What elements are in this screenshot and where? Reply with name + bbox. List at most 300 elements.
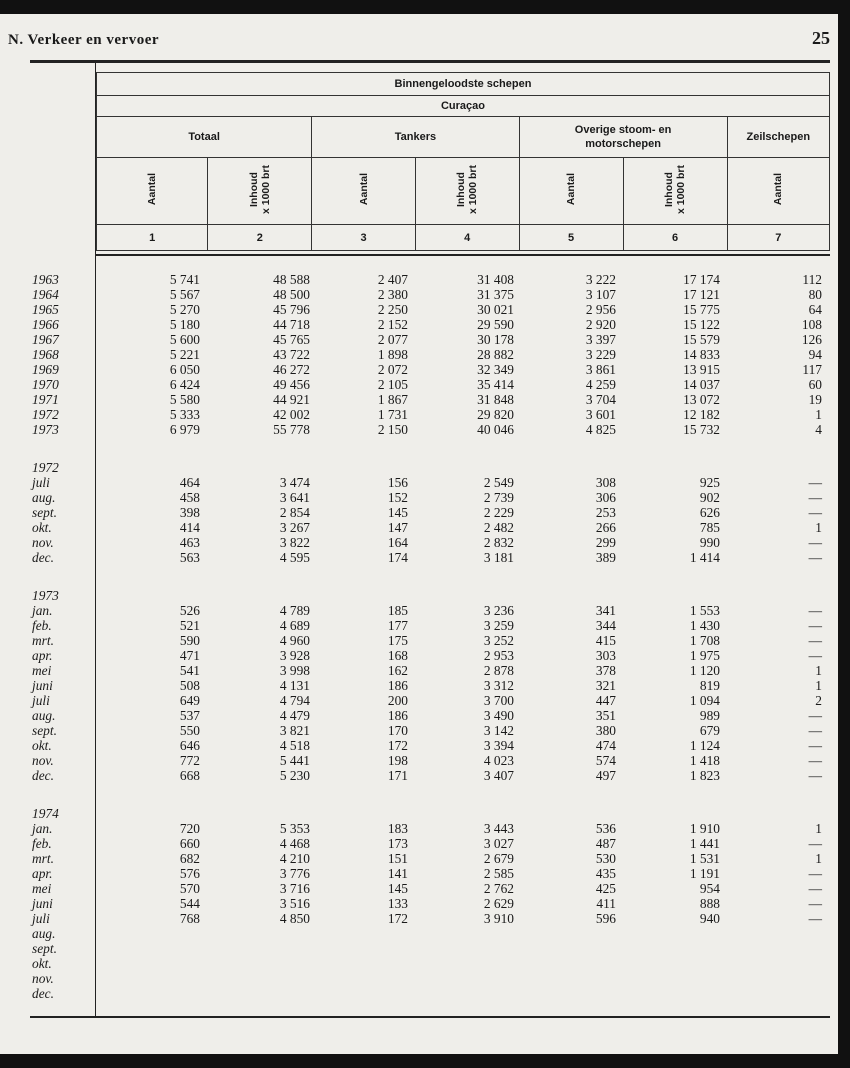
cell-value: 48 500 (273, 287, 310, 302)
cell-value: 15 775 (683, 302, 720, 317)
cell-value: 463 (179, 535, 200, 550)
cell-value: 29 590 (477, 317, 514, 332)
row-label: jan. (32, 821, 53, 836)
row-label: juli (32, 475, 50, 490)
cell-value: 3 822 (279, 535, 310, 550)
cell-value: 2 (815, 693, 822, 708)
cell-value: 5 741 (169, 272, 200, 287)
cell-value: 49 456 (273, 377, 310, 392)
cell-value: 2 105 (377, 377, 408, 392)
cell-value: 299 (595, 535, 616, 550)
cell-value: 626 (699, 505, 720, 520)
table-row (0, 881, 838, 896)
table-row (0, 332, 838, 347)
cell-value: 13 915 (683, 362, 720, 377)
cell-value: 2 920 (585, 317, 616, 332)
table-body (0, 272, 838, 1024)
page-number: 25 (812, 28, 830, 48)
table-row (0, 317, 838, 332)
cell-value: 4 825 (585, 422, 616, 437)
cell-value: 925 (699, 475, 720, 490)
cell-value: 147 (387, 520, 408, 535)
cell-value: 1 731 (377, 407, 408, 422)
sub-header-3: Aantal (357, 173, 370, 206)
row-label: 1967 (32, 332, 59, 347)
cell-value: 3 443 (483, 821, 514, 836)
table-row (0, 708, 838, 723)
bottom-rule (30, 1016, 830, 1018)
cell-value: 126 (801, 332, 822, 347)
cell-value: 4 850 (279, 911, 310, 926)
cell-value: 1 553 (689, 603, 720, 618)
cell-value: 35 414 (477, 377, 514, 392)
cell-value: 175 (387, 633, 408, 648)
cell-value: 1 441 (689, 836, 720, 851)
cell-value: 1 (815, 407, 822, 422)
cell-value: 2 854 (279, 505, 310, 520)
cell-value: — (808, 550, 822, 565)
cell-value: 341 (595, 603, 616, 618)
cell-value: 2 832 (483, 535, 514, 550)
cell-value: 172 (387, 738, 408, 753)
row-label: juli (32, 911, 50, 926)
cell-value: 44 718 (273, 317, 310, 332)
cell-value: 530 (595, 851, 616, 866)
cell-value: 5 230 (279, 768, 310, 783)
cell-value: 2 629 (483, 896, 514, 911)
table-row (0, 971, 838, 986)
cell-value: — (808, 723, 822, 738)
cell-value: 3 601 (585, 407, 616, 422)
cell-value: 2 229 (483, 505, 514, 520)
cell-value: 3 259 (483, 618, 514, 633)
cell-value: 1 (815, 851, 822, 866)
cell-value: 4 595 (279, 550, 310, 565)
cell-value: 497 (595, 768, 616, 783)
row-label: juni (32, 896, 53, 911)
table-row (0, 926, 838, 941)
row-label: mei (32, 881, 52, 896)
table-row (0, 693, 838, 708)
cell-value: 28 882 (477, 347, 514, 362)
cell-value: 183 (387, 821, 408, 836)
table-row (0, 475, 838, 490)
cell-value: 31 375 (477, 287, 514, 302)
table-row (0, 678, 838, 693)
cell-value: 185 (387, 603, 408, 618)
cell-value: 3 776 (279, 866, 310, 881)
header-group-zeilschepen: Zeilschepen (727, 117, 829, 158)
table-row (0, 347, 838, 362)
cell-value: 173 (387, 836, 408, 851)
cell-value: 2 762 (483, 881, 514, 896)
cell-value: 1 124 (689, 738, 720, 753)
cell-value: 425 (595, 881, 616, 896)
cell-value: 17 174 (683, 272, 720, 287)
cell-value: 4 (815, 422, 822, 437)
header-group-overige: Overige stoom- en motorschepen (519, 117, 727, 158)
table-row (0, 618, 838, 633)
sub-header-5: Aantal (565, 173, 578, 206)
table-row (0, 362, 838, 377)
cell-value: 3 910 (483, 911, 514, 926)
table-row (0, 753, 838, 768)
cell-value: 12 182 (683, 407, 720, 422)
table-row (0, 941, 838, 956)
cell-value: — (808, 535, 822, 550)
cell-value: 5 333 (169, 407, 200, 422)
row-label: 1973 (32, 422, 59, 437)
cell-value: 5 580 (169, 392, 200, 407)
cell-value: 1 418 (689, 753, 720, 768)
cell-value: 43 722 (273, 347, 310, 362)
row-label: sept. (32, 941, 57, 956)
cell-value: 94 (808, 347, 822, 362)
cell-value: 954 (699, 881, 720, 896)
cell-value: — (808, 648, 822, 663)
cell-value: 902 (699, 490, 720, 505)
cell-value: 112 (802, 272, 822, 287)
cell-value: 308 (595, 475, 616, 490)
cell-value: 108 (801, 317, 822, 332)
cell-value: 2 150 (377, 422, 408, 437)
cell-value: 2 585 (483, 866, 514, 881)
cell-value: 3 821 (279, 723, 310, 738)
row-label: 1966 (32, 317, 59, 332)
cell-value: — (808, 603, 822, 618)
cell-value: 768 (179, 911, 200, 926)
table-row (0, 272, 838, 287)
cell-value: 253 (595, 505, 616, 520)
cell-value: 458 (179, 490, 200, 505)
row-group (0, 272, 838, 437)
cell-value: 3 312 (483, 678, 514, 693)
cell-value: 537 (179, 708, 200, 723)
cell-value: 200 (387, 693, 408, 708)
cell-value: 1 975 (689, 648, 720, 663)
header-top: Binnengeloodste schepen (97, 73, 830, 96)
cell-value: 40 046 (477, 422, 514, 437)
cell-value: 14 833 (683, 347, 720, 362)
cell-value: 3 236 (483, 603, 514, 618)
header-island: Curaçao (97, 96, 830, 117)
table-row (0, 392, 838, 407)
cell-value: 940 (699, 911, 720, 926)
sub-header-7: Aantal (772, 173, 785, 206)
cell-value: — (808, 738, 822, 753)
cell-value: 19 (808, 392, 822, 407)
table-row (0, 302, 838, 317)
row-label: mrt. (32, 851, 54, 866)
cell-value: 590 (179, 633, 200, 648)
cell-value: 31 408 (477, 272, 514, 287)
cell-value: 1 910 (689, 821, 720, 836)
cell-value: 32 349 (477, 362, 514, 377)
col-number: 7 (727, 225, 829, 251)
cell-value: 44 921 (273, 392, 310, 407)
row-label: juni (32, 678, 53, 693)
cell-value: 3 229 (585, 347, 616, 362)
cell-value: 6 979 (169, 422, 200, 437)
cell-value: 3 027 (483, 836, 514, 851)
cell-value: 15 122 (683, 317, 720, 332)
cell-value: — (808, 708, 822, 723)
col-number: 3 (312, 225, 416, 251)
cell-value: 464 (179, 475, 200, 490)
row-label: sept. (32, 723, 57, 738)
cell-value: 990 (699, 535, 720, 550)
cell-value: 30 178 (477, 332, 514, 347)
cell-value: 164 (387, 535, 408, 550)
table-row (0, 490, 838, 505)
top-rule (30, 60, 830, 63)
cell-value: 508 (179, 678, 200, 693)
cell-value: 474 (595, 738, 616, 753)
cell-value: — (808, 768, 822, 783)
cell-value: 3 394 (483, 738, 514, 753)
cell-value: 1 867 (377, 392, 408, 407)
cell-value: 649 (179, 693, 200, 708)
row-label: aug. (32, 490, 56, 505)
cell-value: 31 848 (477, 392, 514, 407)
cell-value: 2 380 (377, 287, 408, 302)
table-row (0, 663, 838, 678)
col-number: 6 (623, 225, 727, 251)
cell-value: — (808, 490, 822, 505)
row-label: aug. (32, 926, 56, 941)
table-row (0, 422, 838, 437)
cell-value: 4 960 (279, 633, 310, 648)
cell-value: 3 928 (279, 648, 310, 663)
row-label: 1968 (32, 347, 59, 362)
cell-value: 55 778 (273, 422, 310, 437)
cell-value: 1 430 (689, 618, 720, 633)
cell-value: 3 700 (483, 693, 514, 708)
cell-value: 660 (179, 836, 200, 851)
cell-value: 668 (179, 768, 200, 783)
cell-value: 2 407 (377, 272, 408, 287)
cell-value: 3 716 (279, 881, 310, 896)
cell-value: 3 142 (483, 723, 514, 738)
cell-value: 60 (808, 377, 822, 392)
col-number: 2 (208, 225, 312, 251)
cell-value: 536 (595, 821, 616, 836)
sub-header-2: Inhoud x 1000 brt (247, 164, 272, 215)
cell-value: 3 861 (585, 362, 616, 377)
cell-value: 1 708 (689, 633, 720, 648)
cell-value: 4 479 (279, 708, 310, 723)
row-label: okt. (32, 738, 52, 753)
cell-value: 2 878 (483, 663, 514, 678)
table-row (0, 768, 838, 783)
table-row (0, 550, 838, 565)
cell-value: 785 (699, 520, 720, 535)
cell-value: 720 (179, 821, 200, 836)
cell-value: 4 131 (279, 678, 310, 693)
table-row (0, 603, 838, 618)
cell-value: 415 (595, 633, 616, 648)
cell-value: 389 (595, 550, 616, 565)
cell-value: 3 181 (483, 550, 514, 565)
cell-value: 15 732 (683, 422, 720, 437)
table-row (0, 956, 838, 971)
cell-value: — (808, 836, 822, 851)
cell-value: 4 210 (279, 851, 310, 866)
cell-value: 13 072 (683, 392, 720, 407)
group-year-label: 1973 (32, 588, 59, 603)
sub-header-6: Inhoud x 1000 brt (663, 164, 688, 215)
cell-value: 64 (808, 302, 822, 317)
cell-value: 171 (387, 768, 408, 783)
group-year-label: 1972 (32, 460, 59, 475)
row-label: 1964 (32, 287, 59, 302)
cell-value: 1 (815, 520, 822, 535)
cell-value: 3 490 (483, 708, 514, 723)
cell-value: 1 120 (689, 663, 720, 678)
table-row (0, 911, 838, 926)
row-label: sept. (32, 505, 57, 520)
cell-value: 1 823 (689, 768, 720, 783)
cell-value: 411 (596, 896, 616, 911)
sub-header-1: Aantal (146, 173, 159, 206)
cell-value: 3 641 (279, 490, 310, 505)
cell-value: 570 (179, 881, 200, 896)
row-label: dec. (32, 768, 54, 783)
cell-value: 1 191 (689, 866, 720, 881)
sub-header-4: Inhoud x 1000 brt (455, 164, 480, 215)
cell-value: — (808, 881, 822, 896)
cell-value: — (808, 866, 822, 881)
cell-value: 5 221 (169, 347, 200, 362)
cell-value: 3 252 (483, 633, 514, 648)
cell-value: 4 468 (279, 836, 310, 851)
cell-value: 2 739 (483, 490, 514, 505)
row-group (0, 588, 838, 783)
cell-value: 145 (387, 505, 408, 520)
cell-value: 1 (815, 821, 822, 836)
cell-value: 162 (387, 663, 408, 678)
cell-value: 177 (387, 618, 408, 633)
table-row (0, 866, 838, 881)
cell-value: 45 796 (273, 302, 310, 317)
table-row (0, 896, 838, 911)
table-row (0, 648, 838, 663)
cell-value: 306 (595, 490, 616, 505)
cell-value: 521 (179, 618, 200, 633)
cell-value: 5 567 (169, 287, 200, 302)
cell-value: 471 (179, 648, 200, 663)
cell-value: — (808, 896, 822, 911)
cell-value: 303 (595, 648, 616, 663)
cell-value: 596 (595, 911, 616, 926)
table-row (0, 723, 838, 738)
cell-value: 2 679 (483, 851, 514, 866)
cell-value: 133 (387, 896, 408, 911)
cell-value: 487 (595, 836, 616, 851)
cell-value: 186 (387, 678, 408, 693)
cell-value: 447 (595, 693, 616, 708)
col-number: 4 (415, 225, 519, 251)
table-row (0, 505, 838, 520)
cell-value: — (808, 618, 822, 633)
cell-value: 2 152 (377, 317, 408, 332)
cell-value: 321 (595, 678, 616, 693)
cell-value: 5 441 (279, 753, 310, 768)
cell-value: 117 (802, 362, 822, 377)
cell-value: 4 518 (279, 738, 310, 753)
cell-value: 576 (179, 866, 200, 881)
header-bottom-rule (96, 254, 830, 256)
cell-value: 1 898 (377, 347, 408, 362)
cell-value: 5 180 (169, 317, 200, 332)
cell-value: 3 516 (279, 896, 310, 911)
row-group (0, 806, 838, 1001)
row-label: jan. (32, 603, 53, 618)
cell-value: 48 588 (273, 272, 310, 287)
document-page (0, 14, 838, 1054)
cell-value: 3 222 (585, 272, 616, 287)
cell-value: 819 (699, 678, 720, 693)
row-label: feb. (32, 836, 52, 851)
table-row (0, 407, 838, 422)
cell-value: 380 (595, 723, 616, 738)
cell-value: 6 424 (169, 377, 200, 392)
cell-value: 4 023 (483, 753, 514, 768)
cell-value: 563 (179, 550, 200, 565)
cell-value: 526 (179, 603, 200, 618)
cell-value: 6 050 (169, 362, 200, 377)
row-label: nov. (32, 535, 54, 550)
row-label: 1971 (32, 392, 59, 407)
cell-value: 3 998 (279, 663, 310, 678)
cell-value: 45 765 (273, 332, 310, 347)
table-row (0, 287, 838, 302)
cell-value: 266 (595, 520, 616, 535)
row-label: okt. (32, 520, 52, 535)
table-row (0, 851, 838, 866)
row-label: apr. (32, 866, 53, 881)
cell-value: 4 789 (279, 603, 310, 618)
cell-value: 2 077 (377, 332, 408, 347)
cell-value: 682 (179, 851, 200, 866)
cell-value: 2 482 (483, 520, 514, 535)
cell-value: — (808, 475, 822, 490)
cell-value: 550 (179, 723, 200, 738)
cell-value: 5 353 (279, 821, 310, 836)
cell-value: 46 272 (273, 362, 310, 377)
cell-value: 198 (387, 753, 408, 768)
cell-value: 170 (387, 723, 408, 738)
cell-value: 42 002 (273, 407, 310, 422)
row-label: dec. (32, 986, 54, 1001)
cell-value: 574 (595, 753, 616, 768)
page-header (0, 28, 838, 62)
cell-value: 2 072 (377, 362, 408, 377)
cell-value: 3 407 (483, 768, 514, 783)
table-row (0, 377, 838, 392)
cell-value: 4 689 (279, 618, 310, 633)
table-row (0, 535, 838, 550)
col-number: 1 (97, 225, 208, 251)
row-label: mei (32, 663, 52, 678)
cell-value: 3 397 (585, 332, 616, 347)
table-row (0, 520, 838, 535)
cell-value: 3 267 (279, 520, 310, 535)
cell-value: 1 531 (689, 851, 720, 866)
cell-value: 4 259 (585, 377, 616, 392)
row-label: 1963 (32, 272, 59, 287)
table-row (0, 986, 838, 1001)
